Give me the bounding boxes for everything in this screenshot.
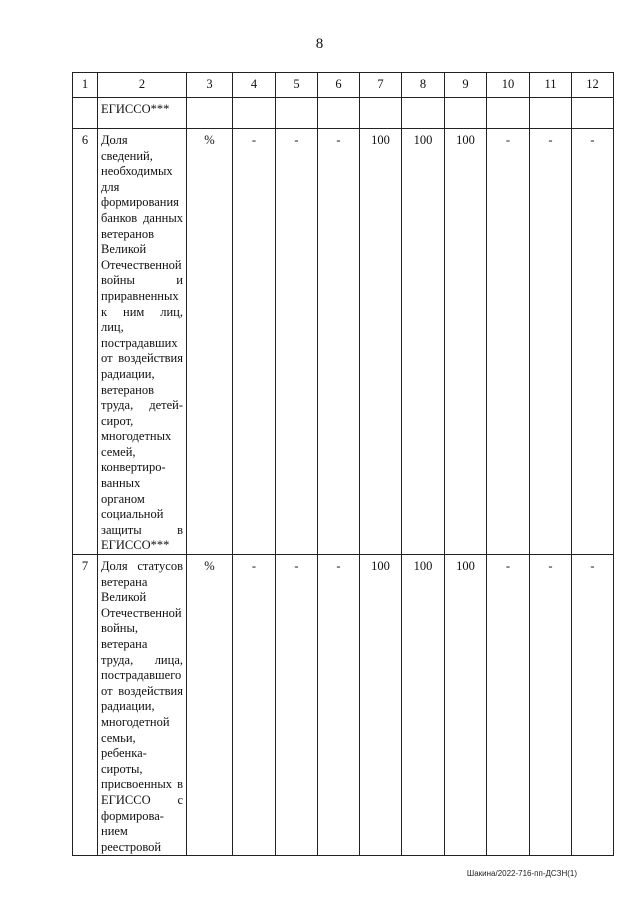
indicator-description: [98, 129, 187, 555]
description-line: пострадавшего: [101, 668, 182, 683]
value-cell: -: [318, 129, 360, 555]
description-line: ветерана: [101, 637, 148, 651]
value-cell: -: [487, 129, 530, 555]
column-header: 7: [360, 73, 402, 98]
description-line: семей,: [101, 444, 136, 459]
table-row: [73, 555, 614, 856]
column-header: 11: [530, 73, 572, 98]
description-line: формирова-: [101, 808, 164, 823]
row-number: 7: [73, 555, 98, 856]
page-number: 8: [315, 36, 324, 52]
column-header: 9: [445, 73, 487, 98]
document-footer: Шакина/2022-716-пп-ДСЗН(1): [466, 869, 577, 878]
header-row: [73, 73, 614, 98]
description-line: радиации,: [101, 699, 155, 714]
description-line: ЕГИССО с: [101, 792, 183, 807]
value-cell: -: [530, 129, 572, 555]
column-header: 6: [318, 73, 360, 98]
indicators-table: [72, 72, 614, 856]
column-header: 12: [572, 73, 614, 98]
description-line: нием: [101, 824, 128, 839]
description-line: органом: [101, 491, 145, 506]
description-line: ветеранов: [101, 382, 155, 397]
column-header: 3: [187, 73, 233, 98]
description-line: необходимых: [101, 164, 173, 179]
continuation-text: ЕГИССО***: [98, 98, 187, 129]
description-line: от воздействия: [101, 683, 183, 698]
description-line: сведений,: [101, 148, 153, 163]
description-line: от воздействия: [101, 351, 183, 366]
column-header: 1: [73, 73, 98, 98]
description-line: формирования: [101, 195, 179, 210]
column-header: 8: [402, 73, 445, 98]
description-line: лиц,: [101, 320, 124, 335]
row-number: 6: [73, 129, 98, 555]
description-line: ветерана: [101, 574, 148, 589]
value-cell: 100: [445, 129, 487, 555]
value-cell: -: [572, 555, 614, 856]
table-row: [73, 129, 614, 555]
value-cell: 100: [402, 129, 445, 555]
description-line: ванных: [101, 476, 141, 491]
description-line: Великой: [101, 590, 147, 605]
column-header: 2: [98, 73, 187, 98]
unit-cell: %: [187, 555, 233, 856]
unit-cell: %: [187, 129, 233, 555]
value-cell: 100: [360, 555, 402, 856]
description-line: конвертиро-: [101, 460, 166, 475]
description-line: ребенка-: [101, 746, 147, 761]
column-header: 4: [233, 73, 276, 98]
description-line: социальной: [101, 507, 164, 522]
description-line: многодетных: [101, 429, 172, 444]
description-line: защиты в: [101, 522, 183, 537]
value-cell: -: [487, 555, 530, 856]
description-line: радиации,: [101, 366, 155, 381]
description-line: труда, детей-: [101, 398, 183, 413]
value-cell: -: [530, 555, 572, 856]
description-line: Доля статусов: [101, 559, 183, 574]
description-line: Отечественной: [101, 257, 182, 272]
value-cell: -: [276, 129, 318, 555]
description-line: многодетной: [101, 714, 170, 729]
description-line: присвоенных в: [101, 777, 183, 792]
continuation-row: [73, 98, 614, 129]
description-line: к ним лиц,: [101, 304, 183, 319]
description-line: сироты,: [101, 761, 143, 776]
value-cell: -: [276, 555, 318, 856]
description-line: банков данных: [101, 210, 183, 225]
value-cell: -: [318, 555, 360, 856]
value-cell: 100: [360, 129, 402, 555]
description-line: Великой: [101, 242, 147, 257]
description-line: для: [101, 179, 120, 194]
value-cell: -: [572, 129, 614, 555]
column-header: 10: [487, 73, 530, 98]
description-line: реестровой: [101, 839, 162, 854]
description-line: сирот,: [101, 413, 134, 428]
value-cell: -: [233, 555, 276, 856]
value-cell: 100: [402, 555, 445, 856]
description-line: ЕГИССО***: [101, 538, 170, 553]
value-cell: 100: [445, 555, 487, 856]
indicator-description: [98, 555, 187, 856]
description-line: Доля: [101, 133, 128, 147]
description-line: пострадавших: [101, 335, 178, 350]
column-header: 5: [276, 73, 318, 98]
description-line: Отечественной: [101, 605, 182, 620]
description-line: ветеранов: [101, 226, 155, 241]
value-cell: -: [233, 129, 276, 555]
description-line: семьи,: [101, 730, 136, 745]
description-line: труда, лица,: [101, 652, 183, 667]
description-line: войны,: [101, 621, 138, 636]
description-line: приравненных: [101, 288, 179, 303]
description-line: войны и: [101, 273, 183, 288]
